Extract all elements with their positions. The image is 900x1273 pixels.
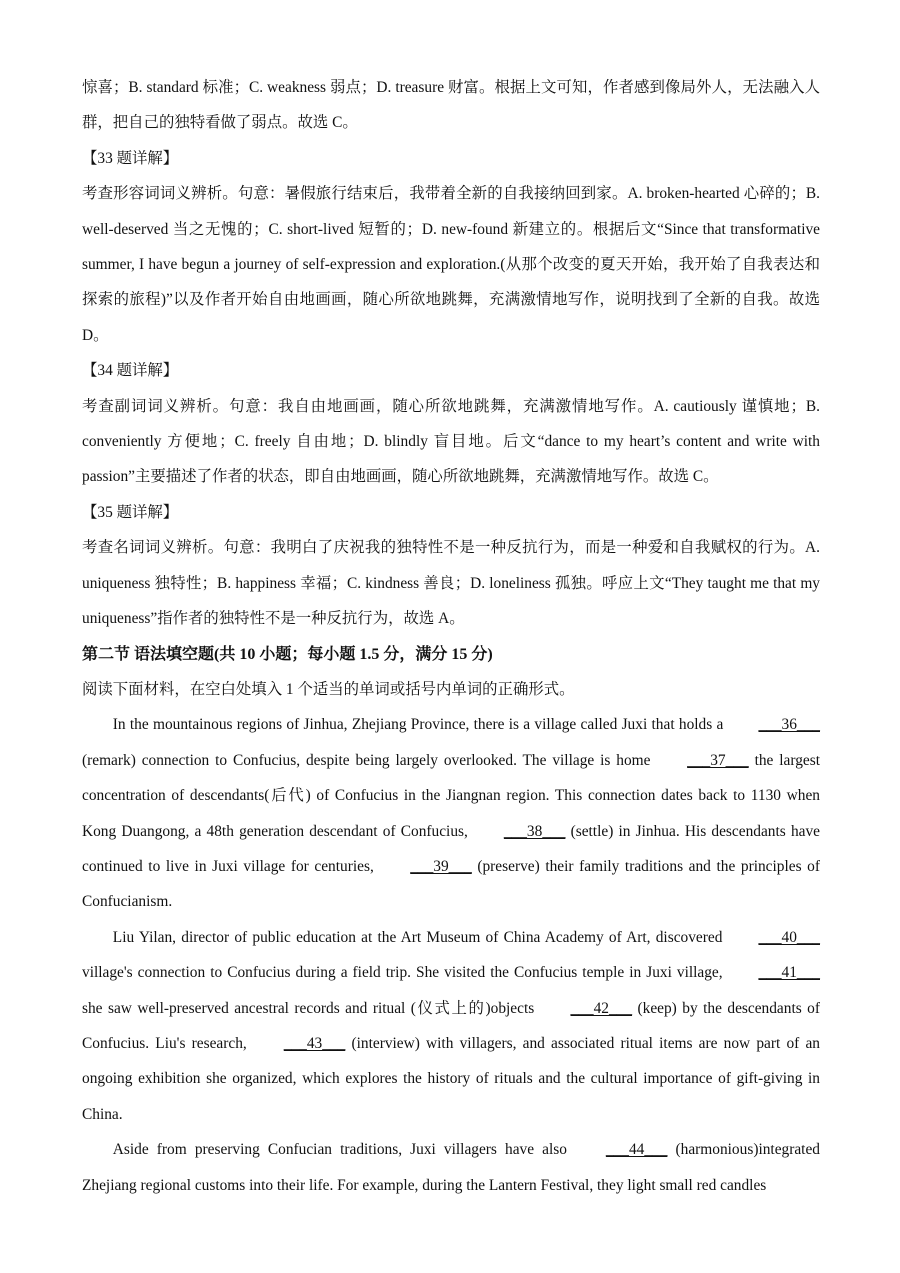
section-2-instruction: 阅读下面材料，在空白处填入 1 个适当的单词或括号内单词的正确形式。 xyxy=(82,680,575,698)
blank-41: ___41___ xyxy=(758,964,820,982)
passage-text: Liu Yilan, director of public education at the Art Museum of China Academy of Art, discovered xyxy=(112,928,728,946)
section-2-title: 第二节 语法填空题(共 10 小题；每小题 1.5 分，满分 15 分) xyxy=(82,645,493,663)
passage-text: Aside from preserving Confucian traditions, Juxi villagers have also xyxy=(112,1141,576,1159)
q34-analysis: 考查副词词义辨析。句意：我自由地画画，随心所欲地跳舞，充满激情地写作。A. cautiously 谨慎地；B. conveniently 方便地；C. freely 自由地；D. blindly 盲目地。后文“dance to my heart’s content and write with passion”主要描述了作者的状态，即自由地画画，随心所欲地跳舞，充满激情地写作。故选 C。 xyxy=(82,397,820,486)
q33-analysis: 考查形容词词义辨析。句意：暑假旅行结束后，我带着全新的自我接纳回到家。A. broken-hearted 心碎的；B. well-deserved 当之无愧的；C. short-lived 短暂的；D. new-found 新建立的。根据后文“Since that transformative summer, I have begun a journey of self-expression and exploration.(从那个改变的夏天开始，我开始了自我表达和探索的旅程)”以及作者开始自由地画画，随心所欲地跳舞，充满激情地写作，说明找到了全新的自我。故选 D。 xyxy=(82,185,820,344)
passage-paragraph-2 xyxy=(82,920,820,1132)
passage-text: (remark) connection to Confucius, despite being largely overlooked. The village is home xyxy=(82,751,657,769)
blank-36: ___36___ xyxy=(758,716,820,734)
q34-heading: 【34 题详解】 xyxy=(82,362,179,380)
passage-paragraph-3 xyxy=(82,1132,820,1203)
blank-44: ___44___ xyxy=(605,1141,668,1159)
q33-heading: 【33 题详解】 xyxy=(82,149,179,167)
blank-42: ___42___ xyxy=(570,999,633,1017)
passage-text: (preserve) their family traditions and the principles of Confucianism. xyxy=(82,857,820,911)
passage-text: (interview) with villagers, and associated ritual items are now part of an ongoing exhibition she organized, which explores the history of rituals and the cultural importance of gift-giving in China. xyxy=(82,1034,821,1123)
blank-43: ___43___ xyxy=(283,1034,346,1052)
passage-text: (harmonious)integrated Zhejiang regional customs into their life. For example, during the Lantern Festival, they light small red candles xyxy=(82,1141,820,1194)
blank-40: ___40___ xyxy=(758,928,820,946)
q35-analysis: 考查名词词义辨析。句意：我明白了庆祝我的独特性不是一种反抗行为，而是一种爱和自我赋权的行为。A. uniqueness 独特性；B. happiness 幸福；C. kindness 善良；D. loneliness 孤独。呼应上文“They taught me that my uniqueness”指作者的独特性不是一种反抗行为，故选 A。 xyxy=(82,539,820,628)
passage-text: (settle) in Jinhua. His descendants have continued to live in Juxi village for centuries, xyxy=(82,822,820,875)
blank-38: ___38___ xyxy=(503,822,566,840)
passage-text: she saw well-preserved ancestral records and ritual (仪式上的)objects xyxy=(82,999,540,1017)
blank-37: ___37___ xyxy=(687,751,749,769)
passage-text: the largest concentration of descendants(后代) of Confucius in the Jiangnan region. This connection dates back to 1130 when Kong Duangong, a 48th generation descendant of Confucius, xyxy=(82,751,820,840)
passage-paragraph-1 xyxy=(82,707,820,919)
q35-heading: 【35 题详解】 xyxy=(82,503,179,521)
blank-39: ___39___ xyxy=(410,857,472,875)
analysis-32-tail: 惊喜；B. standard 标准；C. weakness 弱点；D. treasure 财富。根据上文可知，作者感到像局外人，无法融入人群，把自己的独特看做了弱点。故选 C。 xyxy=(82,79,820,132)
passage-text: (keep) by the descendants of Confucius. Liu's research, xyxy=(82,999,821,1052)
passage-text: village's connection to Confucius during a field trip. She visited the Confucius temple in Juxi village, xyxy=(82,964,728,982)
passage-text: In the mountainous regions of Jinhua, Zhejiang Province, there is a village called Juxi that holds a xyxy=(112,716,728,734)
